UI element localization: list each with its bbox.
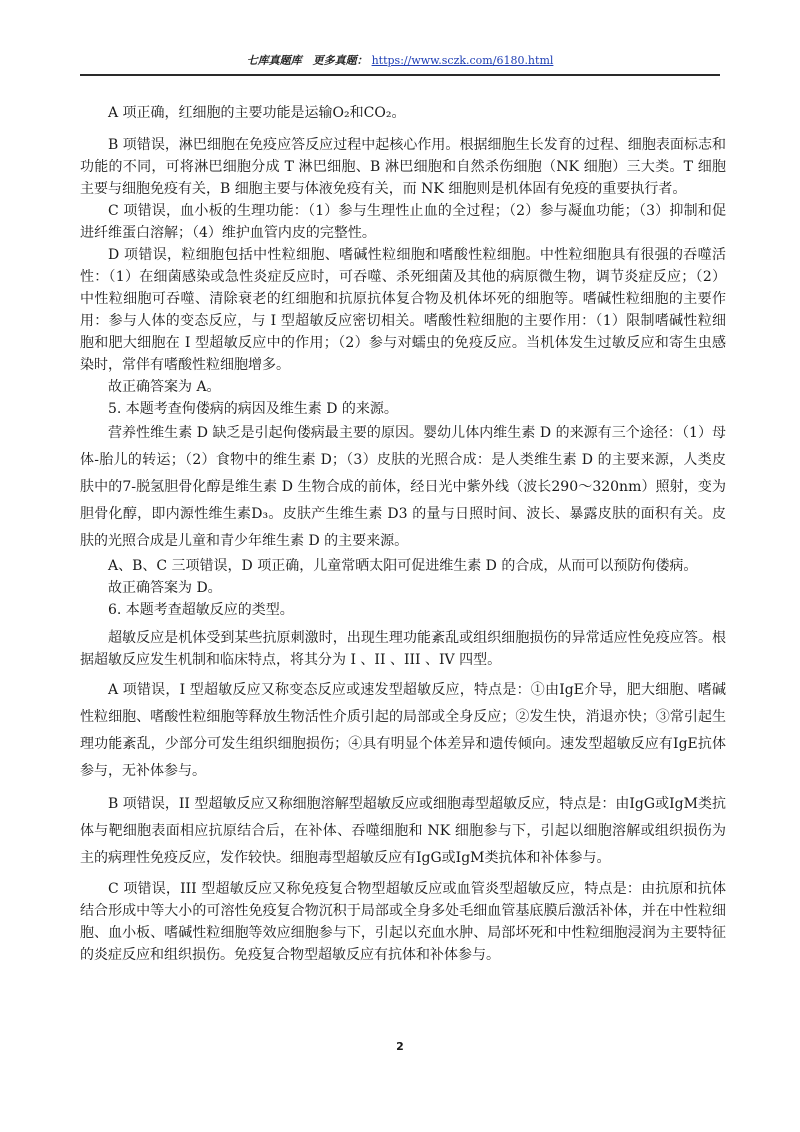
page-number: 2 xyxy=(396,1040,404,1053)
paragraph-vitamin-d: 营养性维生素 D 缺乏是引起佝偻病最主要的原因。婴幼儿体内维生素 D 的来源有三个途径：（1）母体-胎儿的转运；（2）食物中的维生素 D；（3）皮肤的光照合成：是人类维生素 D 的主要来源，人类皮肤中的7-脱氢胆骨化醇是维生素 D 生物合成的前体，经日光中紫外线（波长290～320nm）照射，变为胆骨化醇，即内源性维生素D₃。皮肤产生维生素 D3 的量与日照时间、波长、暴露皮肤的面积有关。皮肤的光照合成是儿童和青少年维生素 D 的主要来源。 xyxy=(80,425,726,549)
paragraph-a-rbc: A 项正确，红细胞的主要功能是运输O₂和CO₂。 xyxy=(108,105,406,121)
paragraph-type-3: C 项错误，III 型超敏反应又称免疫复合物型超敏反应或血管炎型超敏反应，特点是：由抗原和抗体结合形成中等大小的可溶性免疫复合物沉积于局部或全身多处毛细血管基底膜后激活补体，并在中性粒细胞、血小板、嗜碱性粒细胞等效应细胞参与下，引起以充血水肿、局部坏死和中性粒细胞浸润为主要特征的炎症反应和组织损伤。免疫复合物型超敏反应有抗体和补体参与。 xyxy=(80,881,726,963)
question-5-heading: 5. 本题考查佝偻病的病因及维生素 D 的来源。 xyxy=(108,401,398,417)
question-6-heading: 6. 本题考查超敏反应的类型。 xyxy=(108,602,294,618)
paragraph-type-2: B 项错误，II 型超敏反应又称细胞溶解型超敏反应或细胞毒型超敏反应，特点是：由IgG或IgM类抗体与靶细胞表面相应抗原结合后，在补体、吞噬细胞和 NK 细胞参与下，引起以细胞溶解或组织损伤为主的病理性免疫反应，发作较快。细胞毒型超敏反应有IgG或IgM类抗体和补体参与。 xyxy=(80,796,726,866)
paragraph-c-platelet: C 项错误，血小板的生理功能：（1）参与生理性止血的全过程；（2）参与凝血功能；（3）抑制和促进纤维蛋白溶解；（4）维护血管内皮的完整性。 xyxy=(80,203,726,241)
page-content xyxy=(80,102,726,966)
paragraph-b-lymphocyte: B 项错误，淋巴细胞在免疫应答反应过程中起核心作用。根据细胞生长发育的过程、细胞表面标志和功能的不同，可将淋巴细胞分成 T 淋巴细胞、B 淋巴细胞和自然杀伤细胞（NK 细胞）三大类。T 细胞主要与细胞免疫有关，B 细胞主要与体液免疫有关，而 NK 细胞则是机体固有免疫的重要执行者。 xyxy=(80,137,726,197)
header-label: 七库真题库 更多真题： xyxy=(246,54,368,67)
paragraph-d-granulocyte: D 项错误，粒细胞包括中性粒细胞、嗜碱性粒细胞和嗜酸性粒细胞。中性粒细胞具有很强的吞噬活性：（1）在细菌感染或急性炎症反应时，可吞噬、杀死细菌及其他的病原微生物，调节炎症反应；（2）中性粒细胞可吞噬、清除衰老的红细胞和抗原抗体复合物及机体坏死的细胞等。嗜碱性粒细胞的主要作用：参与人体的变态反应，与 I 型超敏反应密切相关。嗜酸性粒细胞的主要作用：（1）限制嗜碱性粒细胞和肥大细胞在 I 型超敏反应中的作用；（2）参与对蠕虫的免疫反应。当机体发生过敏反应和寄生虫感染时，常伴有嗜酸性粒细胞增多。 xyxy=(80,247,726,373)
paragraph-hypersensitivity: 超敏反应是机体受到某些抗原刺激时，出现生理功能紊乱或组织细胞损伤的异常适应性免疫应答。根据超敏反应发生机制和临床特点，将其分为 I 、II 、III 、IV 四型。 xyxy=(80,630,726,668)
paragraph-5-options: A、B、C 三项错误，D 项正确，儿童常晒太阳可促进维生素 D 的合成，从而可以预防佝偻病。 xyxy=(108,558,698,574)
header-link[interactable]: https://www.sczk.com/6180.html xyxy=(371,54,554,67)
paragraph-type-1: A 项错误，I 型超敏反应又称变态反应或速发型超敏反应，特点是：①由IgE介导，肥大细胞、嗜碱性粒细胞、嗜酸性粒细胞等释放生物活性介质引起的局部或全身反应；②发生快，消退亦快；③常引起生理功能紊乱，少部分可发生组织细胞损伤；④具有明显个体差异和遗传倾向。速发型超敏反应有IgE抗体参与，无补体参与。 xyxy=(80,682,726,779)
page-header xyxy=(80,52,720,76)
answer-5: 故正确答案为 D。 xyxy=(108,580,222,596)
answer-4: 故正确答案为 A。 xyxy=(108,379,221,395)
